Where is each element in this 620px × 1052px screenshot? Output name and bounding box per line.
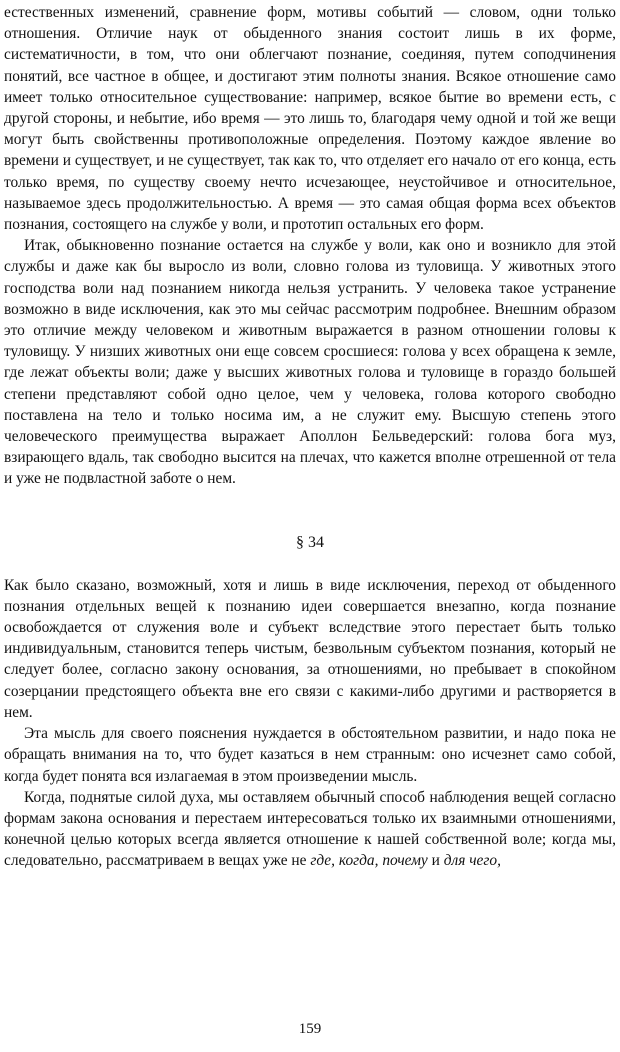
- paragraph-explanation: Эта мысль для своего пояснения нуждается в обстоятельном развитии, и надо пока не обращать внимания на то, что будет казаться в нем странным: оно исчезнет само собой, когда будет понята вся излагаемая в этом произведении мысль.: [4, 725, 616, 785]
- italic-question-words: где, когда, почему: [310, 852, 428, 870]
- paragraph-knowledge-and-will: Итак, обыкновенно познание остается на службе у воли, как оно и возникло для этой службы и даже как бы выросло из воли, словно голова из туловища. У животных этого господства воли над познанием никогда нельзя устранить. У человека такое устранение возможно в виде исключения, как это мы сейчас рассмотрим подробнее. Внешним образом это отличие между человеком и животным выражается в разном отношении головы к туловищу. У низших животных они еще совсем сросшиеся: голова у всех обращена к земле, где лежат объекты воли; даже у высших животных голова и туловище в гораздо большей степени представляют собой одно целое, чем у человека, голова которого свободно поставлена на тело и только носима им, а не служит ему. Высшую степень этого человеческого преимущества выражает Аполлон Бельведерский: голова бога муз, взирающего вдаль, так свободно высится на плечах, что кажется вполне отрешенной от тела и уже не подвластной заботе о нем.: [4, 237, 616, 488]
- paragraph-continuation: естественных изменений, сравнение форм, мотивы событий — словом, одни только отношения. Отличие наук от обыденного знания состоит лишь в их форме, систематичности, в том, что они облегчают познание, соединяя, путем соподчинения понятий, все частное в общее, и достигают этим полноты знания. Всякое отношение само имеет только относительное существование: например, всякое бытие во времени есть, с другой стороны, и небытие, ибо время — это лишь то, благодаря чему одной и той же вещи могут быть свойственны противоположные определения. Поэтому каждое явление во времени и существует, и не существует, так как то, что отделяет его начало от его конца, есть только время, по существу своему нечто исчезающее, неустойчивое и относительное, называемое здесь продолжительностью. А время — это самая общая форма всех объектов познания, состоящего на службе у воли, и прототип остальных его форм.: [4, 4, 616, 234]
- section-heading: § 34: [296, 533, 324, 551]
- italic-purpose-words: для чего,: [443, 852, 501, 870]
- connector-text: и: [427, 852, 444, 870]
- page-number: 159: [298, 1021, 322, 1037]
- paragraph-text: Когда, поднятые силой духа, мы оставляем обычный способ наблюдения вещей согласно формам закона основания и перестаем интересоваться только их взаимными отношениями, конечной целью которых всегда является отношение к нашей собственной воле; когда мы, следовательно, рассматриваем в вещах уже не: [4, 788, 616, 870]
- book-page: [4, 2, 616, 872]
- paragraph-section-opening: Как было сказано, возможный, хотя и лишь в виде исключения, переход от обыденного познания отдельных вещей к познанию идеи совершается внезапно, когда познание освобождается от служения воле и субъект вследствие этого перестает быть только индивидуальным, становится теперь чистым, безвольным субъектом познания, который не следует более, согласно закону основания, за отношениями, но пребывает в спокойном созерцании предстоящего объекта вне его связи с какими-либо другими и растворяется в нем.: [4, 576, 616, 721]
- paragraph-contemplation: [4, 787, 616, 872]
